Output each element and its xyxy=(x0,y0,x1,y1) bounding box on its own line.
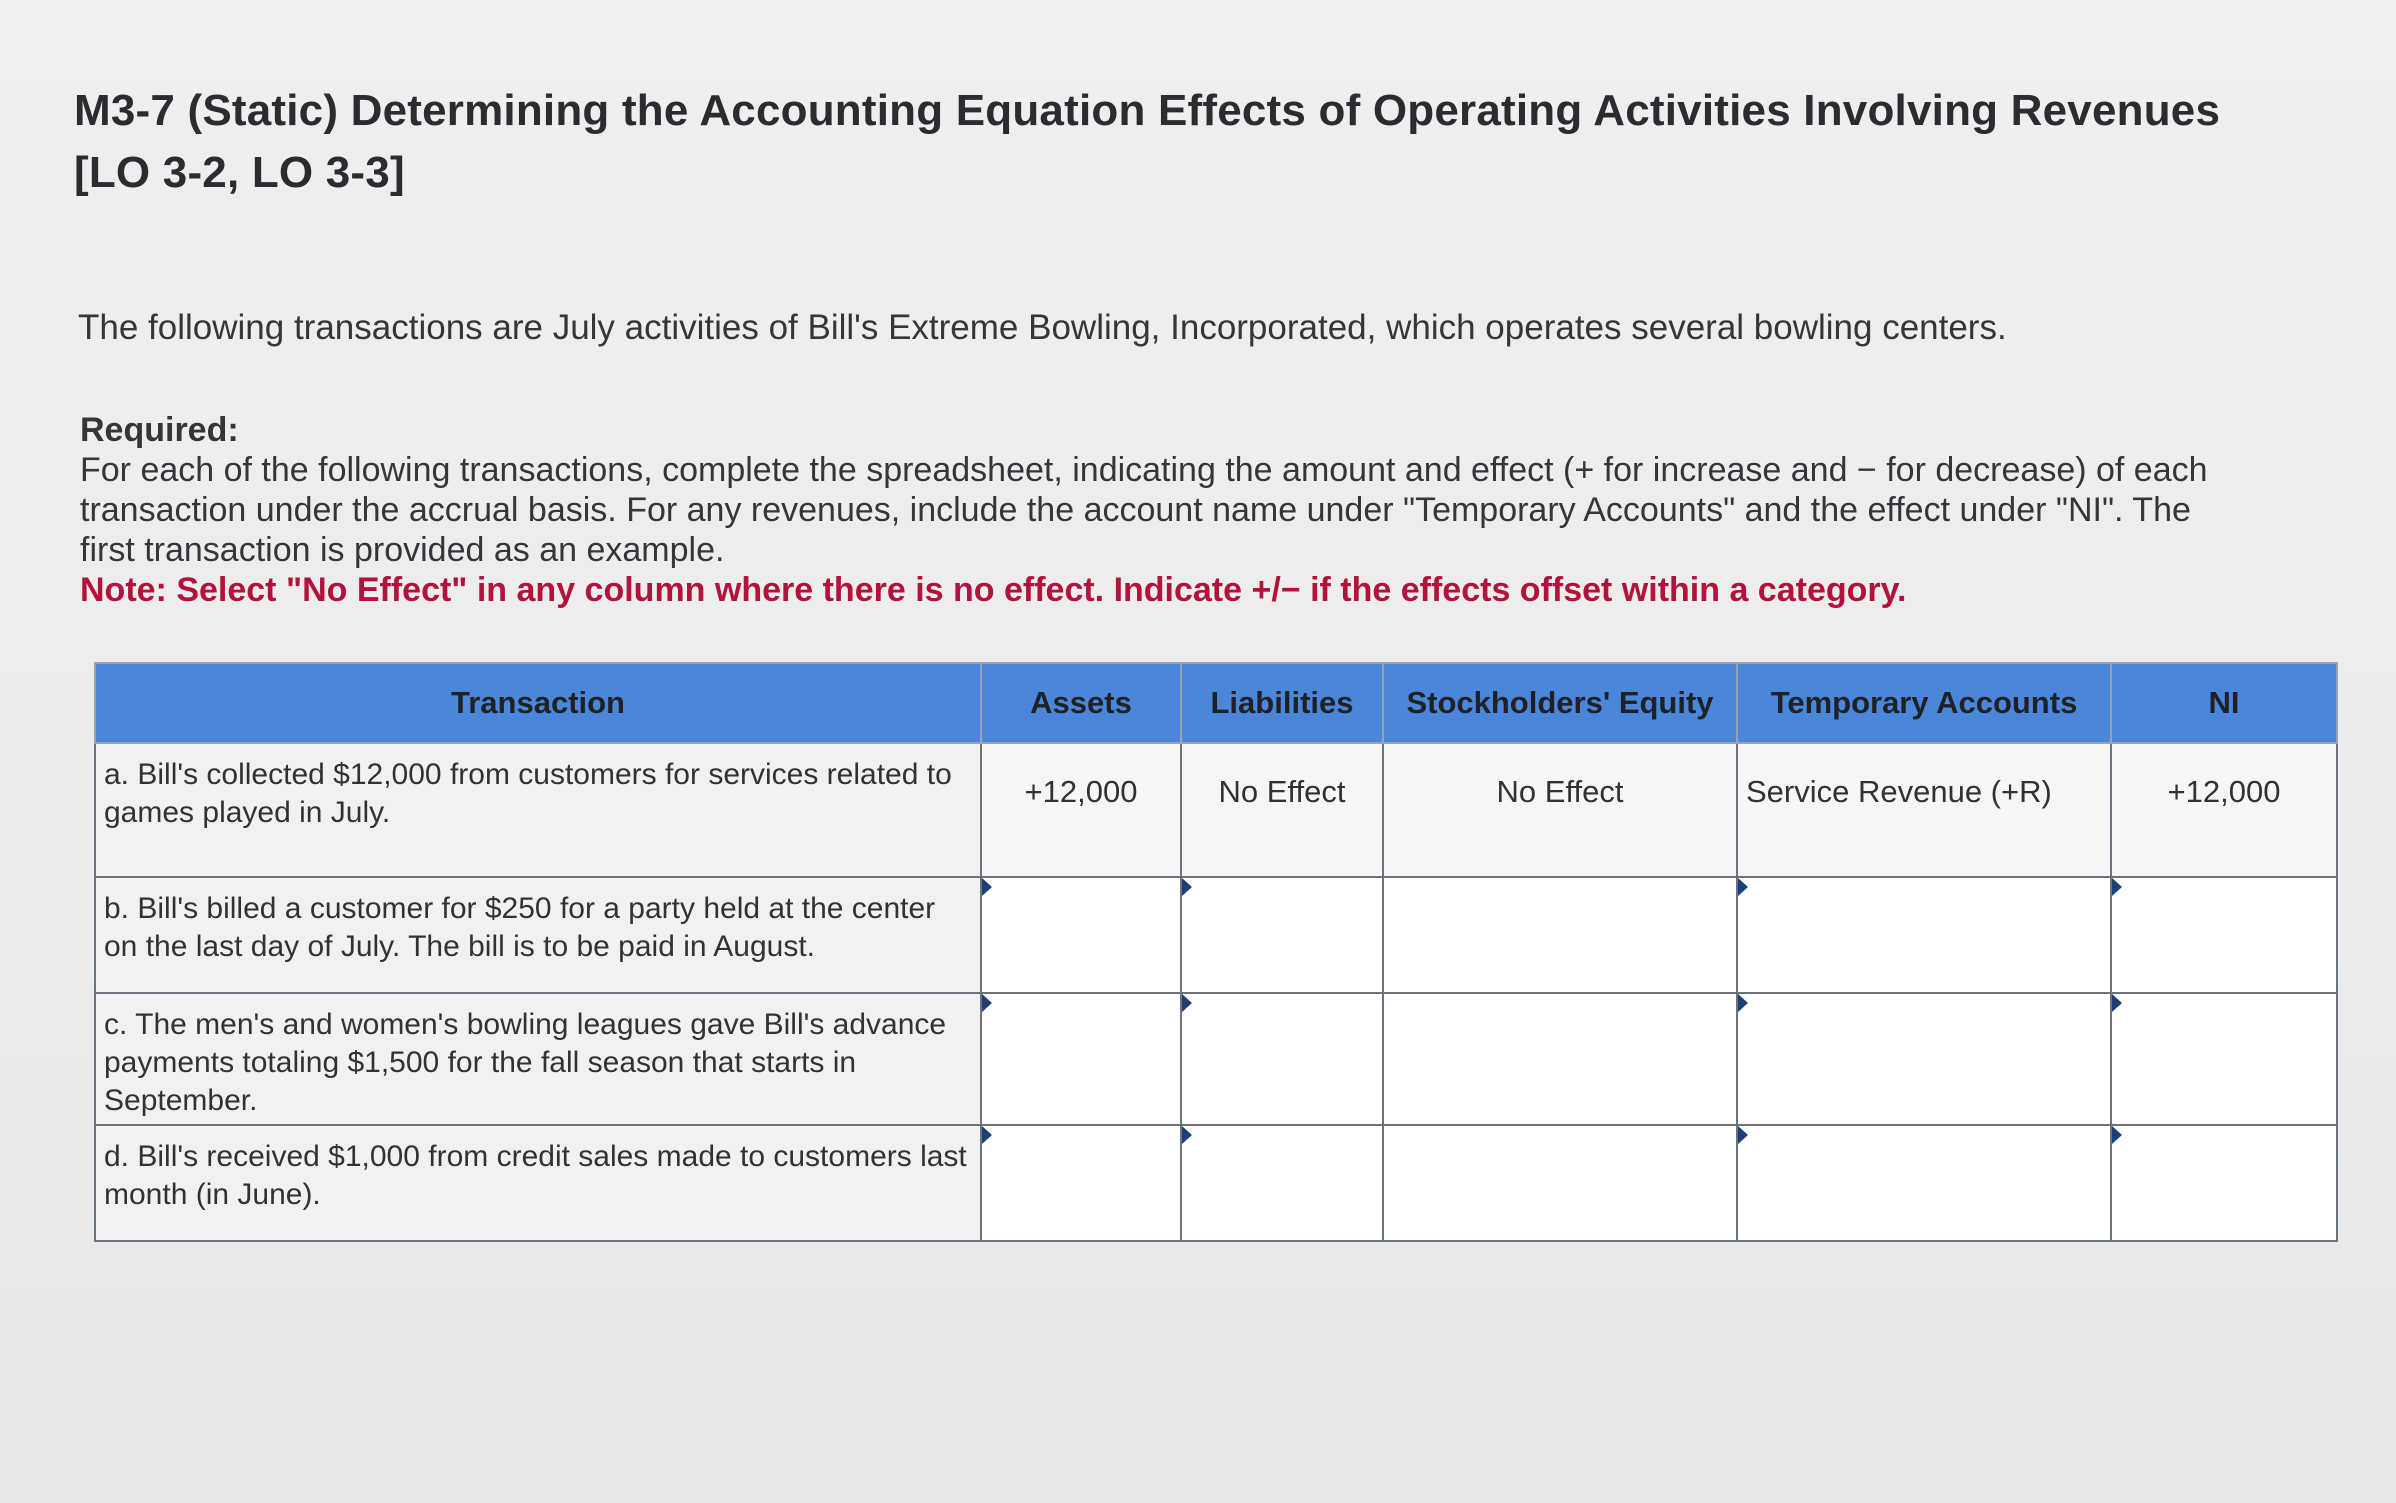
row-d-equity-input[interactable] xyxy=(1384,1135,1736,1231)
header-liabilities: Liabilities xyxy=(1181,663,1383,743)
intro-text: The following transactions are July activities of Bill's Extreme Bowling, Incorporated, which operates several bowling centers. xyxy=(78,308,2007,347)
row-a-ni: +12,000 xyxy=(2111,743,2337,877)
row-b-ni-input[interactable] xyxy=(2112,887,2336,983)
page-title: M3-7 (Static) Determining the Accounting Equation Effects of Operating Activities Involving Revenues [LO 3-2, LO 3-3] xyxy=(74,86,2221,197)
row-a-assets: +12,000 xyxy=(981,743,1181,877)
required-text: For each of the following transactions, complete the spreadsheet, indicating the amount and effect (+ for increase and − for decrease) of each transaction under the accrual basis. For any revenues, include the account name under "Temporary Accounts" and the effect under "NI". The first transaction is provided as an example. xyxy=(80,451,2208,569)
note-text: Note: Select "No Effect" in any column where there is no effect. Indicate +/− if the effects offset within a category. xyxy=(80,571,1907,609)
row-c-equity-input[interactable] xyxy=(1384,1011,1736,1107)
table-row xyxy=(95,877,2337,993)
row-d-ni-input[interactable] xyxy=(2112,1135,2336,1231)
row-b-assets-cell[interactable] xyxy=(981,877,1181,993)
row-c-liabilities-cell[interactable] xyxy=(1181,993,1383,1125)
transactions-spreadsheet xyxy=(94,662,2338,1242)
table-row xyxy=(95,993,2337,1125)
row-a-liabilities: No Effect xyxy=(1181,743,1383,877)
row-b-equity-input[interactable] xyxy=(1384,887,1736,983)
transaction-b-description: b. Bill's billed a customer for $250 for a party held at the center on the last day of July. The bill is to be paid in August. xyxy=(95,877,981,993)
row-c-temporary-cell[interactable] xyxy=(1737,993,2111,1125)
row-c-ni-cell[interactable] xyxy=(2111,993,2337,1125)
table-row xyxy=(95,1125,2337,1241)
required-label: Required: xyxy=(80,411,239,449)
transaction-a-description: a. Bill's collected $12,000 from customers for services related to games played in July. xyxy=(95,743,981,877)
row-c-equity-cell[interactable] xyxy=(1383,993,1737,1125)
row-d-assets-input[interactable] xyxy=(982,1135,1180,1231)
row-b-liabilities-cell[interactable] xyxy=(1181,877,1383,993)
header-stockholders-equity: Stockholders' Equity xyxy=(1383,663,1737,743)
table-row xyxy=(95,743,2337,877)
row-d-ni-cell[interactable] xyxy=(2111,1125,2337,1241)
row-a-equity: No Effect xyxy=(1383,743,1737,877)
row-d-temporary-cell[interactable] xyxy=(1737,1125,2111,1241)
row-d-equity-cell[interactable] xyxy=(1383,1125,1737,1241)
row-c-temporary-input[interactable] xyxy=(1738,1011,2110,1107)
row-d-temporary-input[interactable] xyxy=(1738,1135,2110,1231)
row-c-assets-input[interactable] xyxy=(982,1011,1180,1107)
transaction-d-description: d. Bill's received $1,000 from credit sales made to customers last month (in June). xyxy=(95,1125,981,1241)
row-c-assets-cell[interactable] xyxy=(981,993,1181,1125)
required-section xyxy=(80,410,2230,610)
row-d-liabilities-cell[interactable] xyxy=(1181,1125,1383,1241)
row-b-ni-cell[interactable] xyxy=(2111,877,2337,993)
row-a-temporary-accounts: Service Revenue (+R) xyxy=(1737,743,2111,877)
header-assets: Assets xyxy=(981,663,1181,743)
row-d-liabilities-input[interactable] xyxy=(1182,1135,1382,1231)
row-b-temporary-input[interactable] xyxy=(1738,887,2110,983)
row-b-liabilities-input[interactable] xyxy=(1182,887,1382,983)
row-b-assets-input[interactable] xyxy=(982,887,1180,983)
transaction-c-description: c. The men's and women's bowling leagues gave Bill's advance payments totaling $1,500 for the fall season that starts in September. xyxy=(95,993,981,1125)
row-c-liabilities-input[interactable] xyxy=(1182,1011,1382,1107)
row-d-assets-cell[interactable] xyxy=(981,1125,1181,1241)
header-row xyxy=(95,663,2337,743)
row-c-ni-input[interactable] xyxy=(2112,1011,2336,1107)
row-b-equity-cell[interactable] xyxy=(1383,877,1737,993)
header-temporary-accounts: Temporary Accounts xyxy=(1737,663,2111,743)
header-ni: NI xyxy=(2111,663,2337,743)
header-transaction: Transaction xyxy=(95,663,981,743)
row-b-temporary-cell[interactable] xyxy=(1737,877,2111,993)
